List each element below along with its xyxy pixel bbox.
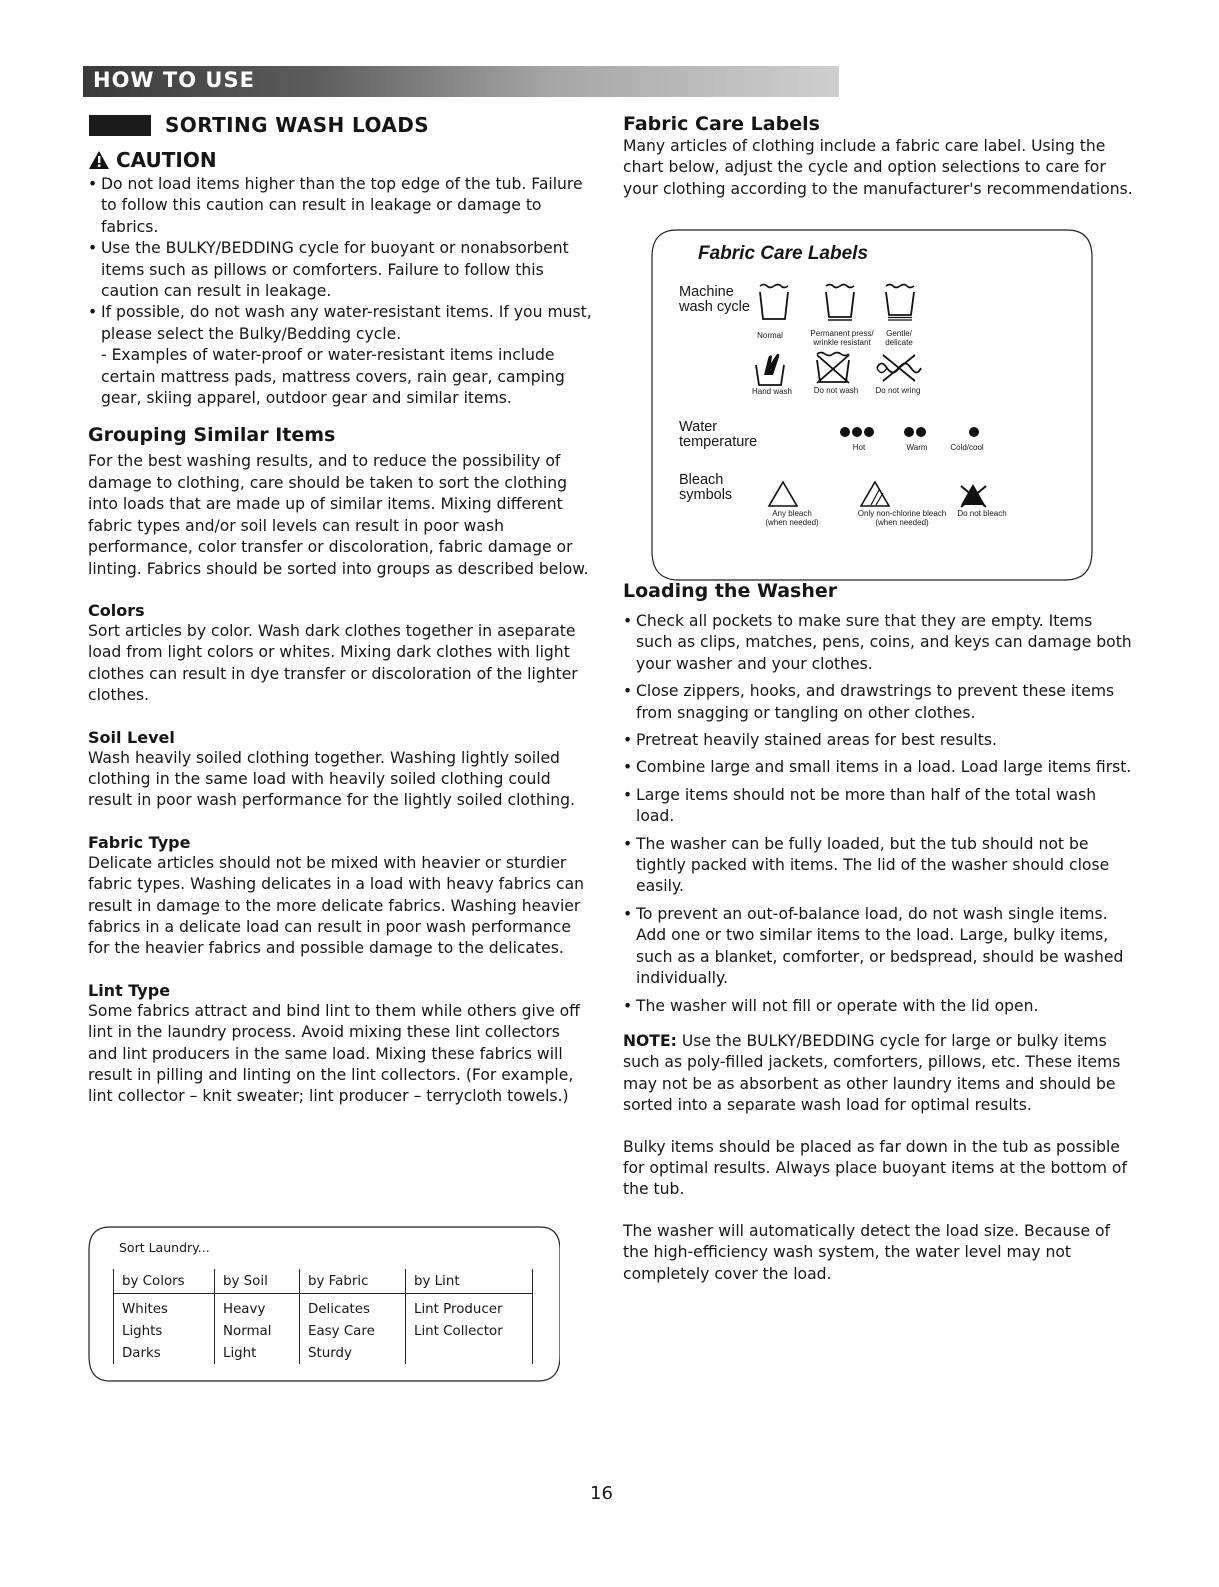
non-chlorine-bleach-icon bbox=[859, 480, 891, 508]
caution-heading bbox=[88, 148, 594, 172]
water-dot bbox=[904, 427, 914, 437]
table-header: by Fabric bbox=[300, 1269, 406, 1294]
fabric-type-text: Delicate articles should not be mixed with heavier or sturdier fabric types. Washing delicates in a load with heavy fabrics can result in damage to the more delicate fabrics. Washing heavier fabrics in a delicate load can result in poor wash performance for the heavier fabrics and possible damage to the delicates. bbox=[88, 853, 585, 958]
soil-heading: Soil Level bbox=[88, 727, 175, 747]
grouping-text: For the best washing results, and to reduce the possibility of damage to clothing, care should be taken to sort the clothing into loads that are made up of similar items. Mixing different fabric types and/or soil levels can result in poor wash performance, color transfer or discoloration, fabric damage or linting. Fabrics should be sorted into groups as described below. bbox=[88, 452, 589, 578]
table-cell: Light bbox=[215, 1342, 300, 1364]
bleach-caption: Any bleach (when needed) bbox=[765, 509, 819, 527]
table-header: by Colors bbox=[114, 1269, 215, 1294]
right-column bbox=[623, 112, 1133, 200]
table-cell bbox=[406, 1342, 533, 1364]
lint-heading: Lint Type bbox=[88, 980, 171, 1000]
fabric-care-text: Many articles of clothing include a fabric care label. Using the chart below, adjust the cycle and option selections to care for your clothing according to the manufacturer's recommendations. bbox=[623, 137, 1133, 198]
table-cell: Lint Collector bbox=[406, 1320, 533, 1342]
loading-item: • The washer can be fully loaded, but the tub should not be tightly packed with items. The lid of the washer should close easily. bbox=[623, 834, 1133, 898]
loading-item: • Combine large and small items in a load. Load large items first. bbox=[623, 757, 1133, 778]
loading-item: • Large items should not be more than half of the total wash load. bbox=[623, 785, 1133, 828]
sort-table bbox=[113, 1269, 533, 1364]
water-caption: Cold/cool bbox=[950, 443, 984, 452]
machine-wash-label: Machine wash cycle bbox=[679, 284, 750, 315]
caution-item: • Use the BULKY/BEDDING cycle for buoyant or nonabsorbent items such as pillows or comforters. Failure to follow this caution can result in leakage. bbox=[88, 238, 594, 302]
loading-section bbox=[623, 579, 1133, 1285]
hand-caption: Do not wash bbox=[813, 386, 859, 395]
table-header: by Lint bbox=[406, 1269, 533, 1294]
caution-item: • If possible, do not wash any water-resistant items. If you must, please select the Bulky/Bedding cycle. bbox=[88, 302, 594, 345]
do-not-wring-icon bbox=[875, 353, 923, 383]
table-cell: Heavy bbox=[215, 1294, 300, 1321]
water-dot bbox=[840, 427, 850, 437]
water-dot bbox=[864, 427, 874, 437]
loading-item: • Close zippers, hooks, and drawstrings to prevent these items from snagging or tangling on other clothes. bbox=[623, 681, 1133, 724]
fabric-care-chart-title: Fabric Care Labels bbox=[698, 243, 869, 264]
fabric-care-heading: Fabric Care Labels bbox=[623, 113, 820, 135]
note-text: Use the BULKY/BEDDING cycle for large or bulky items such as poly-filled jackets, comforters, pillows, etc. These items may not be as absorbent as other laundry items and should be sorted into a separate wash load for optimal results. bbox=[623, 1031, 1121, 1115]
table-row bbox=[114, 1342, 533, 1364]
loading-list bbox=[623, 611, 1133, 1017]
note-paragraph bbox=[623, 1031, 1133, 1117]
water-dot bbox=[852, 427, 862, 437]
table-cell: Lights bbox=[114, 1320, 215, 1342]
left-column bbox=[88, 110, 594, 1108]
table-cell: Delicates bbox=[300, 1294, 406, 1321]
section-title: SORTING WASH LOADS bbox=[165, 113, 430, 137]
sort-table-header-row bbox=[114, 1269, 533, 1294]
colors-heading: Colors bbox=[88, 600, 145, 620]
wash-caption: Normal bbox=[757, 331, 783, 340]
cold-water-dots-icon bbox=[954, 426, 994, 438]
loading-heading: Loading the Washer bbox=[623, 580, 838, 602]
table-cell: Sturdy bbox=[300, 1342, 406, 1364]
table-cell: Normal bbox=[215, 1320, 300, 1342]
note-label: NOTE: bbox=[623, 1031, 677, 1050]
any-bleach-icon bbox=[767, 480, 799, 508]
grouping-heading: Grouping Similar Items bbox=[88, 424, 336, 447]
fabric-type-heading: Fabric Type bbox=[88, 832, 191, 852]
water-temperature-label: Water temperature bbox=[679, 419, 758, 450]
loading-item: • Pretreat heavily stained areas for best results. bbox=[623, 730, 1133, 751]
soil-text: Wash heavily soiled clothing together. Washing lightly soiled clothing in the same load with heavily soiled clothing could result in poor wash performance for the lightly soiled clothing. bbox=[88, 748, 576, 810]
banner-title: HOW TO USE bbox=[93, 68, 255, 92]
page-number: 16 bbox=[590, 1483, 613, 1504]
wash-caption: Permanent press/ wrinkle resistant bbox=[810, 329, 874, 347]
how-to-use-banner bbox=[83, 66, 839, 97]
wash-caption: Gentle/ delicate bbox=[885, 329, 913, 347]
hand-wash-icon bbox=[754, 351, 788, 387]
lint-text: Some fabrics attract and bind lint to them while others give off lint in the laundry process. Avoid mixing these lint collectors and lint producers in the same load. Mixing these fabrics will result in pilling and linting on the lint collectors. (For example, lint collector – knit sweater; lint producer – terrycloth towels.) bbox=[88, 1001, 580, 1106]
table-row bbox=[114, 1294, 533, 1321]
caution-subnote: - Examples of water-proof or water-resistant items include certain mattress pads, mattress covers, rain gear, camping gear, skiing apparel, outdoor gear and similar items. bbox=[101, 346, 565, 408]
gentle-wash-icon bbox=[885, 283, 915, 321]
colors-text: Sort articles by color. Wash dark clothes together in aseparate load from light colors or whites. Mixing dark clothes with light clothes can result in dye transfer or discoloration of the lighter clothes. bbox=[88, 621, 578, 705]
section-heading bbox=[89, 110, 594, 140]
water-caption: Warm bbox=[906, 443, 928, 452]
caution-item: • Do not load items higher than the top edge of the tub. Failure to follow this caution can result in leakage or damage to fabrics. bbox=[88, 174, 594, 238]
bleach-caption: Only non-chlorine bleach (when needed) bbox=[857, 509, 947, 527]
fabric-care-chart bbox=[651, 229, 1093, 582]
table-header: by Soil bbox=[215, 1269, 300, 1294]
loading-item: • To prevent an out-of-balance load, do not wash single items. Add one or two similar items to the load. Large, bulky items, such as a blanket, comforter, or bedspread, should be washed individually. bbox=[623, 904, 1133, 990]
normal-wash-icon bbox=[759, 283, 789, 321]
table-cell: Lint Producer bbox=[406, 1294, 533, 1321]
sort-table-title: Sort Laundry... bbox=[119, 1240, 210, 1255]
permanent-press-wash-icon bbox=[825, 283, 855, 321]
warm-water-dots-icon bbox=[895, 426, 935, 438]
caution-title: CAUTION bbox=[116, 148, 217, 172]
section-marker-block bbox=[89, 115, 151, 136]
warning-icon bbox=[88, 150, 110, 170]
water-dot bbox=[969, 427, 979, 437]
table-cell: Darks bbox=[114, 1342, 215, 1364]
fabric-care-frame bbox=[651, 229, 1093, 582]
sort-laundry-table-box bbox=[88, 1226, 560, 1382]
loading-item: • Check all pockets to make sure that they are empty. Items such as clips, matches, pens, coins, and keys can damage both your washer and your clothes. bbox=[623, 611, 1133, 675]
do-not-bleach-icon bbox=[957, 480, 989, 508]
hand-caption: Hand wash bbox=[751, 387, 793, 396]
caution-list bbox=[88, 174, 594, 345]
bleach-caption: Do not bleach bbox=[957, 509, 1007, 518]
table-row bbox=[114, 1320, 533, 1342]
water-dot bbox=[916, 427, 926, 437]
bulky-paragraph: Bulky items should be placed as far down in the tub as possible for optimal results. Always place buoyant items at the bottom of the tub. bbox=[623, 1137, 1127, 1199]
water-caption: Hot bbox=[852, 443, 866, 452]
bleach-symbols-label: Bleach symbols bbox=[679, 472, 733, 503]
detect-paragraph: The washer will automatically detect the load size. Because of the high-efficiency wash system, the water level may not completely cover the load. bbox=[623, 1221, 1111, 1283]
do-not-wash-icon bbox=[813, 349, 853, 385]
table-cell: Whites bbox=[114, 1294, 215, 1321]
table-cell: Easy Care bbox=[300, 1320, 406, 1342]
loading-item: • The washer will not fill or operate with the lid open. bbox=[623, 996, 1133, 1017]
hot-water-dots-icon bbox=[837, 426, 877, 438]
hand-caption: Do not wring bbox=[875, 386, 921, 395]
